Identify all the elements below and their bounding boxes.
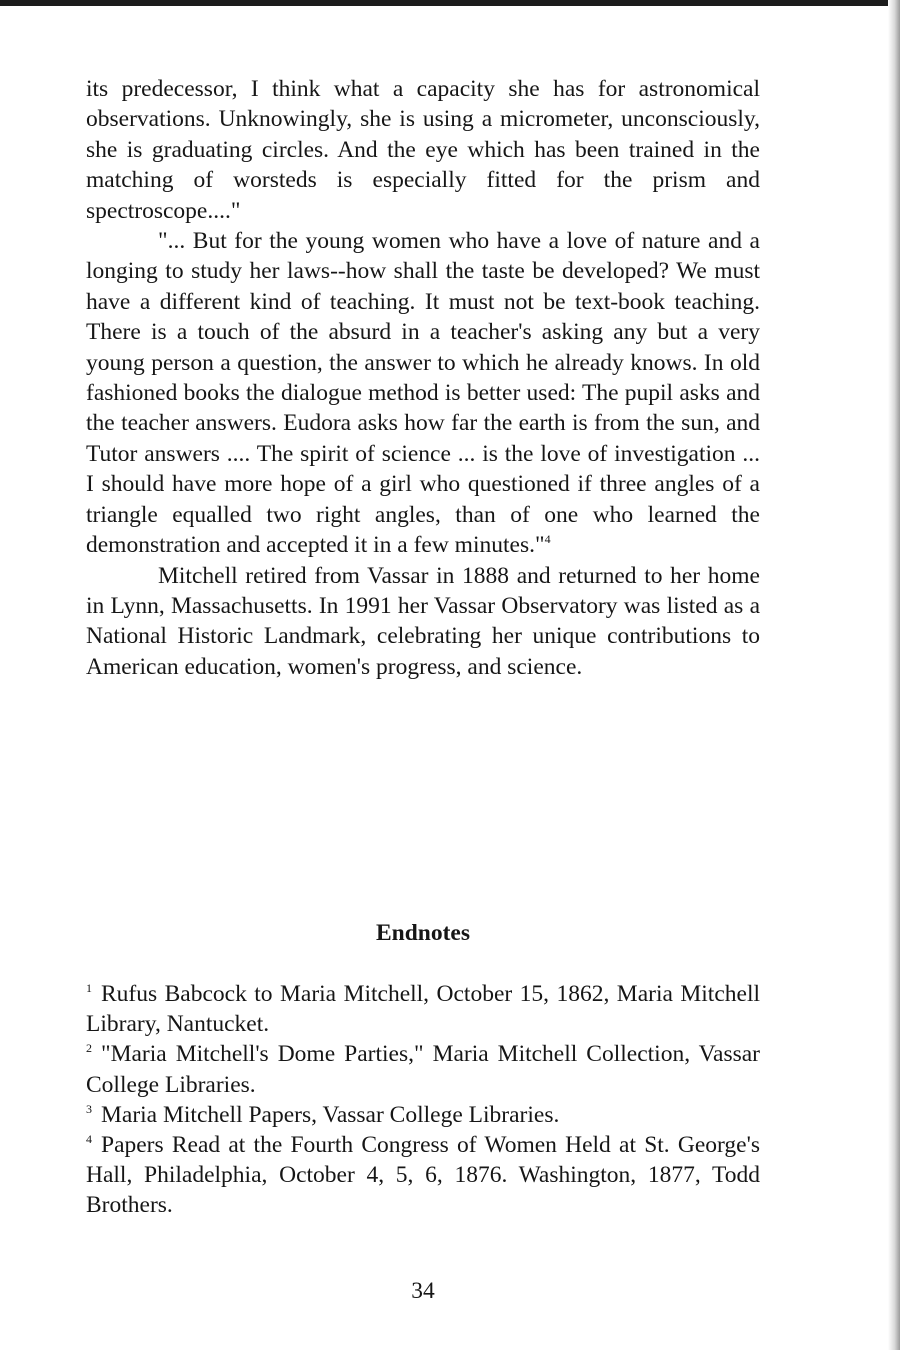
endnote-text: "Maria Mitchell's Dome Parties," Maria Mitchell Collection, Vassar College Libraries. [86, 1041, 760, 1098]
page-number: 34 [411, 1278, 435, 1304]
endnote-text: Rufus Babcock to Maria Mitchell, October 15, 1862, Maria Mitchell Library, Nantucket. [86, 981, 760, 1038]
endnote-reference: 4 [544, 532, 551, 547]
endnote-item [86, 979, 760, 1039]
paragraph-3: Mitchell retired from Vassar in 1888 and returned to her home in Lynn, Massachusetts. In 1991 her Vassar Observatory was listed as a National Historic Landmark, celebrating her unique contributions to American education, women's progress, and science. [86, 562, 760, 680]
paragraph-2 [86, 226, 760, 560]
body-text [86, 74, 760, 682]
endnote-text: Maria Mitchell Papers, Vassar College Libraries. [101, 1101, 560, 1128]
endnote-number: 1 [86, 981, 92, 995]
endnote-number: 3 [86, 1101, 92, 1116]
paragraph-1: its predecessor, I think what a capacity she has for astronomical observations. Unknowingly, she is using a micrometer, unconsciously, she is graduating circles. And the eye which has been trained in the matching of worsteds is especially fitted for the prism and spectroscope...." [86, 76, 760, 224]
endnote-item [86, 1130, 760, 1221]
endnote-item [86, 1100, 760, 1130]
endnote-number: 4 [86, 1132, 92, 1147]
endnotes-list [86, 979, 760, 1221]
paragraph-2-text: "... But for the young women who have a love of nature and a longing to study her laws--how shall the taste be developed? We must have a different kind of teaching. It must not be text-book teaching. There is a touch of the absurd in a teacher's asking any but a very young person a question, the answer to which he already knows. In old fashioned books the dialogue method is better used: The pupil asks and the teacher answers. Eudora asks how far the earth is from the sun, and Tutor answers .... The spirit of science ... is the love of investigation ... I should have more hope of a girl who questioned if three angles of a triangle equalled two right angles, than of one who learned the demonstration and accepted it in a few minutes." [86, 228, 760, 559]
endnote-number: 2 [86, 1041, 92, 1056]
top-border-rule [0, 0, 900, 6]
endnote-item [86, 1039, 760, 1099]
page-edge-shadow [888, 0, 900, 1350]
endnotes-heading: Endnotes [375, 920, 471, 946]
endnote-text: Papers Read at the Fourth Congress of Women Held at St. George's Hall, Philadelphia, October 4, 5, 6, 1876. Washington, 1877, Todd Brothers. [86, 1132, 760, 1219]
